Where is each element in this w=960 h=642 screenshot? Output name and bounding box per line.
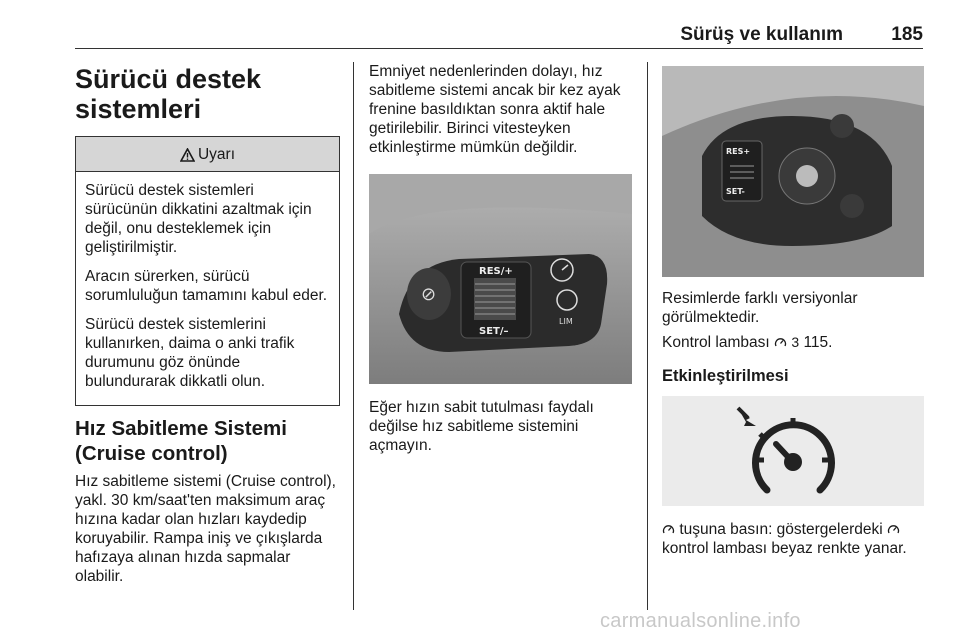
warning-box xyxy=(75,136,340,406)
page-title: Sürücü destek sistemleri xyxy=(75,64,262,124)
warning-label: Uyarı xyxy=(197,146,236,163)
section-title: Hız Sabitleme Sistemi (Cruise control) xyxy=(75,417,287,465)
page-number: 185 xyxy=(891,24,923,45)
column-divider-2 xyxy=(647,62,648,610)
watermark: carmanualsonline.info xyxy=(600,610,801,632)
cancel-icon: ⊘ xyxy=(421,284,437,305)
warning-paragraph-1: Sürücü destek sistemleri sürücünün dikkatini azaltmak için değil, onu desteklemek için geliştirilmiştir. xyxy=(85,182,312,256)
cruise-control-icon xyxy=(887,523,900,535)
column-2 xyxy=(369,62,632,461)
warning-paragraph-2: Aracın sürerken, sürücü sorumluluğun tamamını kabul eder. xyxy=(85,268,328,304)
col3-paragraph-3: tuşuna basın: göstergelerdeki kontrol lambası beyaz renkte yanar. xyxy=(662,521,907,557)
steering-wheel-controls-photo-2 xyxy=(662,66,924,277)
col3-paragraph-1: Resimlerde farklı versiyonlar görülmektedir. xyxy=(662,290,858,326)
warning-body xyxy=(76,172,339,405)
warning-header xyxy=(76,137,339,172)
warning-triangle-icon xyxy=(180,148,195,162)
set-label: SET/– xyxy=(479,326,509,337)
header-title: Sürüş ve kullanım xyxy=(680,24,843,45)
warning-paragraph-3: Sürücü destek sistemlerini kullanırken, daima o anki trafik durumunu göz önünde bulundurarak dikkatli olun. xyxy=(85,316,295,390)
col3-paragraph-2: Kontrol lambası 3 115. xyxy=(662,334,833,351)
column-divider-1 xyxy=(353,62,354,610)
set-label-2: SET- xyxy=(726,187,745,196)
res-label: RES/+ xyxy=(479,266,513,277)
steering-controls-illustration xyxy=(369,174,632,384)
page-reference-arrow-icon: 3 xyxy=(791,334,800,350)
cruise-control-icon xyxy=(774,336,787,348)
section-body: Hız sabitleme sistemi (Cruise control), yakl. 30 km/saat'ten maksimum araç hızına kadar olan hızları kaydedip koruyabilir. Rampa iniş ve çıkışlarda hafızaya alınan hızda sapmalar olabilir. xyxy=(75,473,336,585)
page-header xyxy=(75,22,923,49)
steering-wheel-illustration xyxy=(662,66,924,277)
col2-paragraph-2: Eğer hızın sabit tutulması faydalı değilse hız sabitleme sistemini açmayın. xyxy=(369,399,594,454)
column-3 xyxy=(662,62,924,564)
steering-wheel-controls-photo-1 xyxy=(369,174,632,384)
lim-label: LIM xyxy=(559,317,573,326)
col2-paragraph-1: Emniyet nedenlerinden dolayı, hız sabitleme sistemi ancak bir kez ayak frenine basıldıktan sonra aktif hale getirilebilir. Birinci vitesteyken etkinleştirme mümkün değildir. xyxy=(369,63,621,156)
cruise-control-icon xyxy=(662,523,675,535)
res-label-2: RES+ xyxy=(726,147,751,156)
cruise-control-icon xyxy=(662,396,924,506)
cruise-control-symbol-panel xyxy=(662,396,924,506)
subheading-activation: Etkinleştirilmesi xyxy=(662,367,789,385)
column-1 xyxy=(75,62,340,592)
